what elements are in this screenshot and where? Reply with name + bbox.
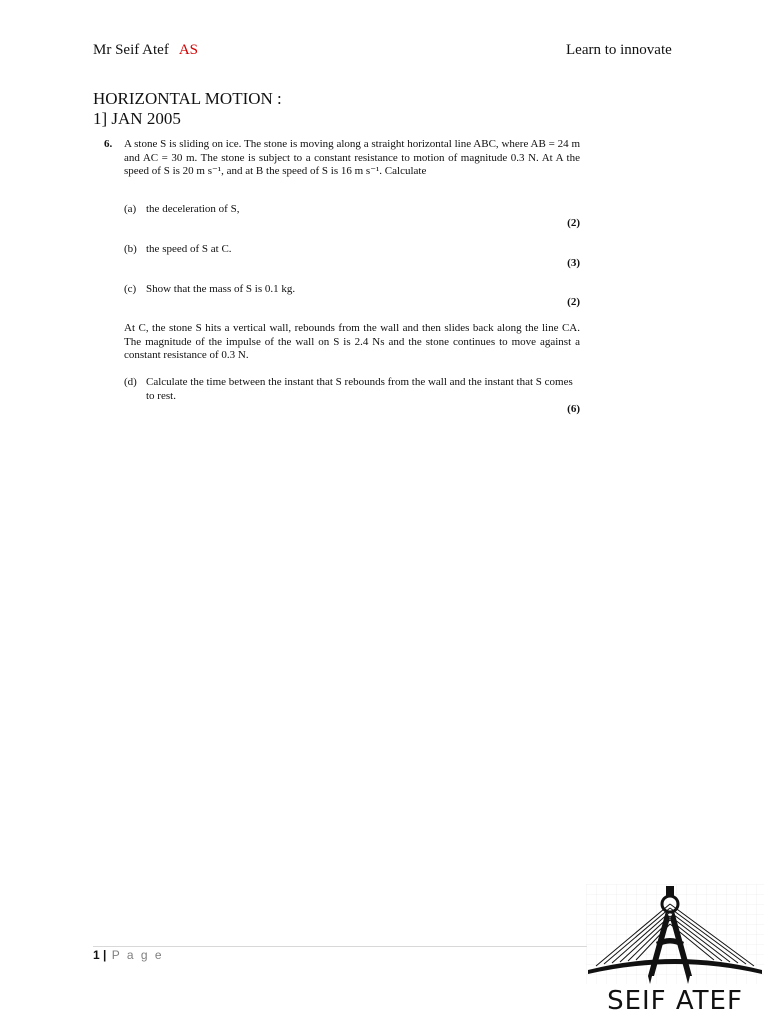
part-text: the speed of S at C. [146,243,232,255]
logo-wordmark: SEIF ATEF [607,986,743,1016]
page-number: 1 [93,948,100,962]
author-name: Mr Seif Atef [93,42,169,58]
part-c [124,283,580,297]
part-b [124,243,580,257]
part-label: (b) [124,243,137,255]
part-label: (d) [124,376,137,388]
level-tag: AS [178,42,199,58]
page-title [93,89,282,129]
marks-c: (2) [567,296,580,308]
header-motto: Learn to innovate [566,42,672,58]
footer-divider [93,946,587,947]
session-title: 1] JAN 2005 [93,109,181,128]
marks-a: (2) [567,217,580,229]
part-label: (a) [124,203,137,215]
marks-b: (3) [567,257,580,269]
marks-d: (6) [567,403,580,415]
question-continuation: At C, the stone S hits a vertical wall, rebounds from the wall and then slides back along the line CA. The magnitude of the impulse of the wall on S is 2.4 Ns and the stone continues to move against a constant resistance of 0.3 N. [124,322,580,361]
page-footer [93,948,164,962]
part-a [124,203,580,217]
topic-title: HORIZONTAL MOTION : [93,89,282,108]
part-label: (c) [124,283,137,295]
question-intro: A stone S is sliding on ice. The stone is moving along a straight horizontal line ABC, where AB = 24 m and AC = 30 m. The stone is subject to a constant resistance to motion of magnitude 0.3 N. At A the speed of S is 20 m s⁻¹, and at B the speed of S is 16 m s⁻¹. Calculate [124,138,580,177]
part-d [124,376,580,403]
page-label: P a g e [111,948,164,962]
question-number: 6. [104,138,113,150]
header-left [93,42,198,59]
page-separator: | [103,948,107,962]
part-text: Show that the mass of S is 0.1 kg. [146,283,296,295]
part-text: Calculate the time between the instant that S rebounds from the wall and the instant that S comes to rest. [146,376,573,402]
part-text: the deceleration of S, [146,203,240,215]
